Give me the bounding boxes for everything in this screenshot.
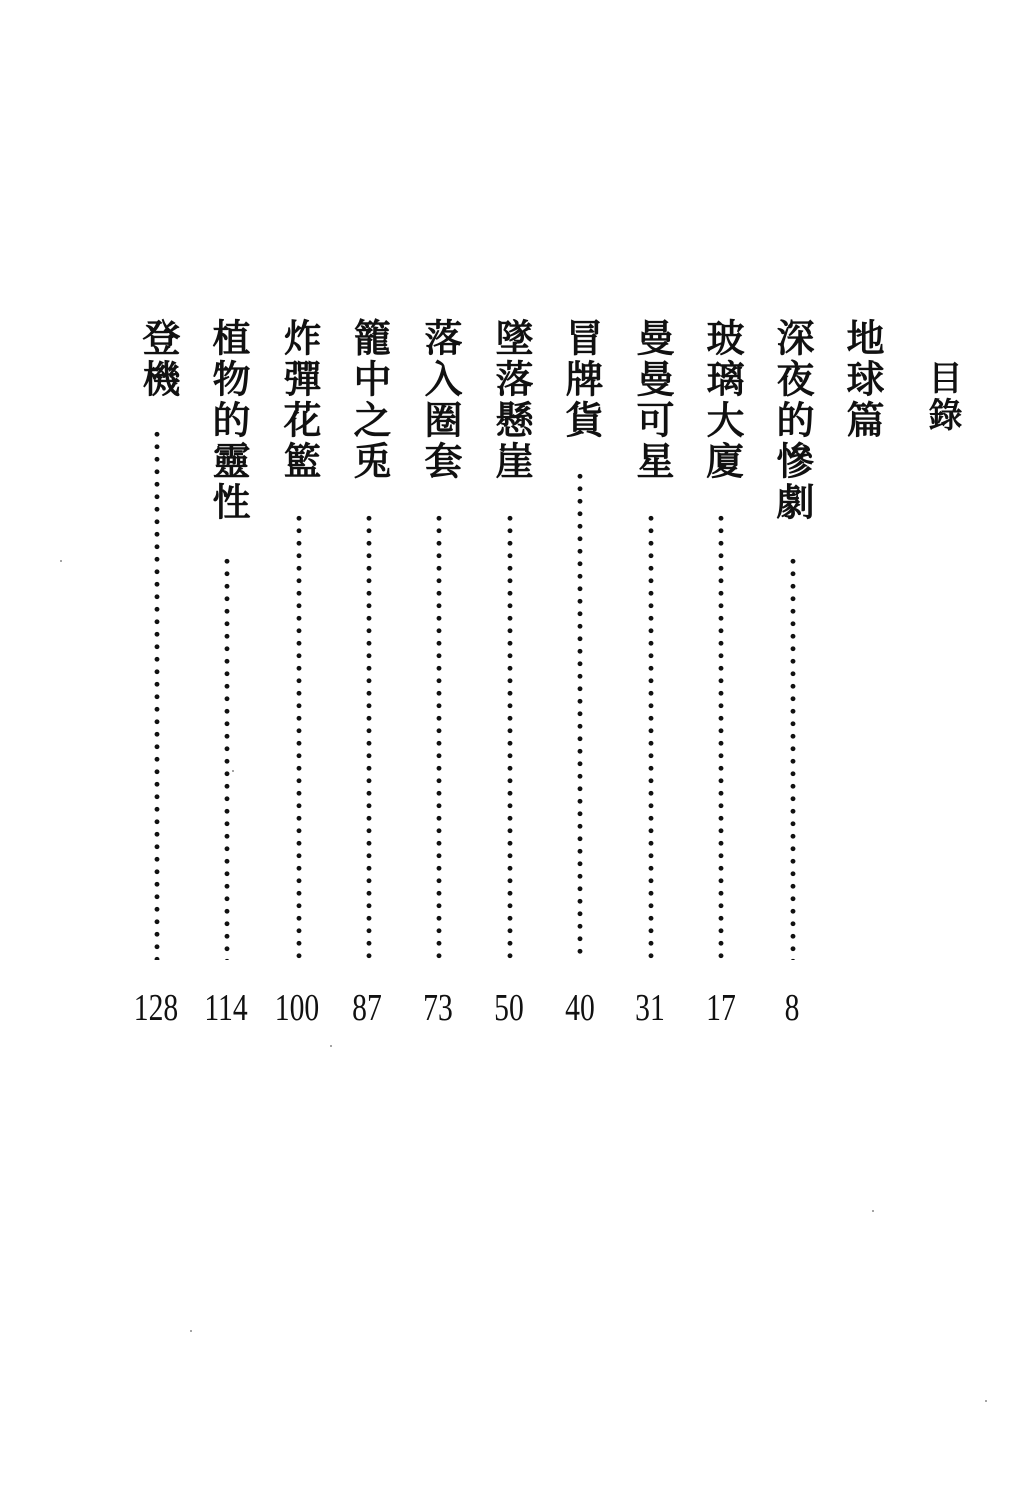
toc-entry-page: 114 <box>204 987 248 1029</box>
toc-entry-page: 73 <box>423 987 453 1029</box>
toc-entry-page: 40 <box>565 987 595 1029</box>
scan-speck <box>872 1210 874 1212</box>
dot-leader <box>154 428 160 960</box>
dot-leader <box>507 512 513 960</box>
dot-leader <box>648 512 654 960</box>
toc-entry <box>134 318 182 400</box>
dot-leader <box>366 512 372 960</box>
scan-speck <box>190 1330 192 1332</box>
toc-entry-title: 登機 <box>136 318 180 400</box>
toc-section-title <box>838 318 886 441</box>
toc-entry <box>345 318 393 482</box>
toc-entry-page: 50 <box>494 987 524 1029</box>
dot-leader <box>436 512 442 960</box>
toc-entry <box>768 318 816 523</box>
toc-entry-page: 128 <box>133 987 179 1029</box>
toc-entry-page: 8 <box>784 987 800 1029</box>
toc-entry-title: 深夜的慘劇 <box>770 318 814 523</box>
toc-entry-title: 植物的靈性 <box>206 318 250 523</box>
toc-entry-title: 籠中之兎 <box>347 318 391 482</box>
scan-speck <box>330 1045 332 1047</box>
dot-leader <box>718 512 724 960</box>
toc-entry-title: 炸彈花籃 <box>277 318 321 482</box>
toc-entry <box>628 318 676 482</box>
toc-entry <box>698 318 746 482</box>
toc-entry-page: 31 <box>635 987 665 1029</box>
toc-entry <box>204 318 252 523</box>
toc-entry-title: 玻璃大廈 <box>700 318 744 482</box>
toc-entry <box>275 318 323 482</box>
toc-entry-title: 墜落懸崖 <box>489 318 533 482</box>
toc-entry-page: 87 <box>352 987 382 1029</box>
toc-entry <box>416 318 464 482</box>
toc-entry-title: 落入圈套 <box>418 318 462 482</box>
section-title-text: 地球篇 <box>840 318 884 441</box>
toc-heading-text: 目錄 <box>922 360 962 434</box>
toc-entry <box>487 318 535 482</box>
dot-leader <box>577 470 583 960</box>
dot-leader <box>224 555 230 960</box>
toc-entry-page: 17 <box>706 987 736 1029</box>
toc-entry-title: 冒牌貨 <box>559 318 603 441</box>
toc-entry-title: 曼曼可星 <box>630 318 674 482</box>
toc-entry <box>557 318 605 441</box>
dot-leader <box>790 555 796 960</box>
toc-heading <box>918 360 966 434</box>
scan-speck <box>60 560 62 562</box>
scan-speck <box>232 770 234 772</box>
dot-leader <box>296 512 302 960</box>
toc-entry-page: 100 <box>274 987 320 1029</box>
scan-speck <box>985 1400 987 1402</box>
